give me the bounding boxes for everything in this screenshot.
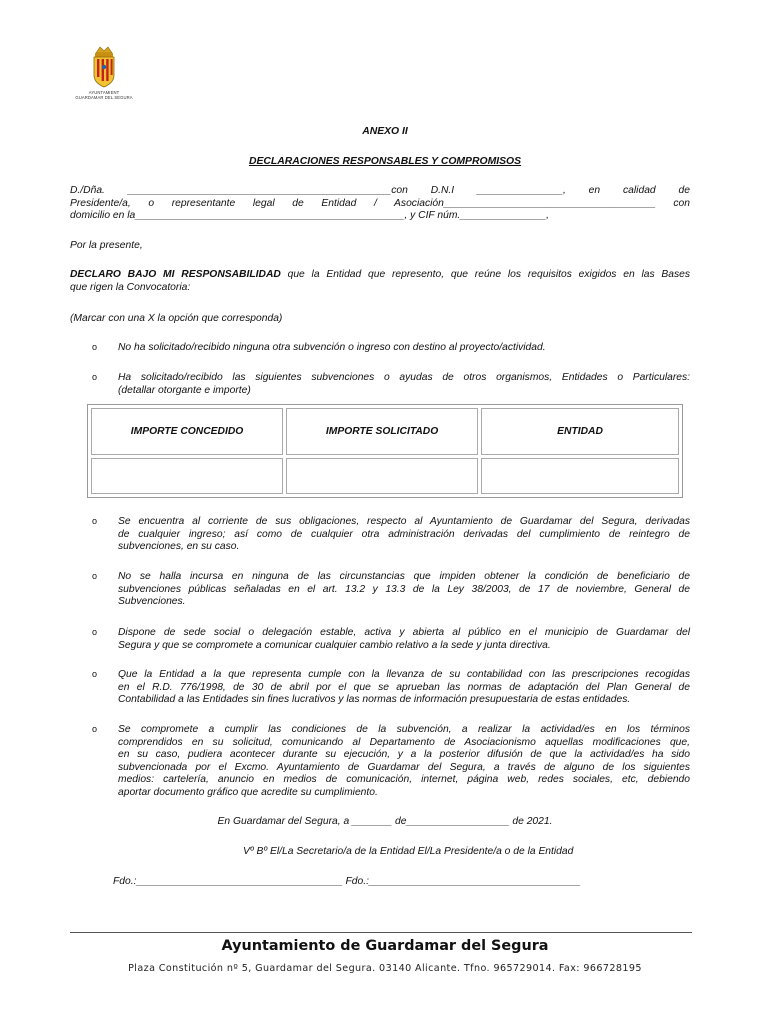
checkbox-option-none[interactable]: o — [92, 342, 98, 352]
checkbox-circunstancias[interactable]: o — [92, 571, 98, 581]
checkbox-sede-social[interactable]: o — [92, 627, 98, 637]
identity-line: Presidente/a, o representante legal de Entidad / Asociación_____________________________________ con — [70, 197, 690, 209]
table-cell-importe-solicitado[interactable] — [286, 458, 478, 494]
identity-line: D./Dña. ______________________________________________con D.N.I _______________, en calidad de — [70, 185, 690, 196]
declaro-bold: DECLARO BAJO MI RESPONSABILIDAD — [70, 269, 281, 280]
annex-title: ANEXO II — [362, 126, 408, 137]
identity-line: domicilio en la_______________________________________________, y CIF núm._______________, — [70, 210, 550, 222]
footer-address: Plaza Constitución nº 5, Guardamar del Segura. 03140 Alicante. Tfno. 965729014. Fax: 966728195 — [128, 963, 642, 974]
table-cell-entidad[interactable] — [481, 458, 679, 494]
list-item: No se halla incursa en ninguna de las circunstancias que impiden obtener la condición de beneficiario de subvenciones públicas señaladas en el art. 13.2 y 13.3 de la Ley 38/2003, de 17 de noviembre, General de Subvenciones. — [118, 571, 690, 608]
vobo-line: Vº Bº El/La Secretario/a de la Entidad El/La Presidente/a o de la Entidad — [243, 846, 574, 857]
option-received-text: Ha solicitado/recibido las siguientes subvenciones o ayudas de otros organismos, Entidades o Particulares: (detallar otorgante e importe) — [118, 372, 690, 396]
identity-block — [70, 185, 690, 223]
checkbox-option-received[interactable]: o — [92, 372, 98, 382]
footer-divider — [70, 932, 692, 933]
subsidies-table — [87, 404, 683, 498]
list-item: Se compromete a cumplir las condiciones de la subvención, a realizar la actividad/es en los términos comprendidos en su solicitud, comunicando al Departamento de Asociacionismo aquellas modificaciones que, en su caso, pudiera acontecer durante su ejecución, y a la posterior difusión de que la actividad/es ha sido subvencionada por el Excmo. Ayuntamiento de Guardamar del Segura, a través de alguno de los siguientes medios: cartelería, anuncio en medios de comunicación, internet, página web, redes sociales, etc, debiendo aportar documento gráfico que acredite su cumplimiento. — [118, 724, 690, 798]
list-item: Que la Entidad a la que representa cumple con la llevanza de su contabilidad con las prescripciones recogidas en el R.D. 776/1998, de 30 de abril por el que se aprueban las normas de adaptación del Plan General de Contabilidad a las Entidades sin fines lucrativos y las normas de información presupuestaria de estas entidades. — [118, 669, 690, 706]
declaro-paragraph — [70, 269, 690, 294]
table-header: IMPORTE CONCEDIDO — [91, 408, 283, 455]
table-cell-importe-concedido[interactable] — [91, 458, 283, 494]
footer-title: Ayuntamiento de Guardamar del Segura — [221, 938, 549, 954]
checkbox-obligaciones[interactable]: o — [92, 516, 98, 526]
checkbox-contabilidad[interactable]: o — [92, 669, 98, 679]
table-header: IMPORTE SOLICITADO — [286, 408, 478, 455]
por-presente: Por la presente, — [70, 240, 143, 251]
declaro-rest: que la Entidad que represento, que reúne los requisitos exigidos en las Bases — [280, 269, 690, 280]
place-date-line: En Guardamar del Segura, a _______ de__________________ de 2021. — [217, 816, 553, 827]
checkbox-compromiso[interactable]: o — [92, 724, 98, 734]
list-item: Dispone de sede social o delegación estable, activa y abierta al público en el municipio de Guardamar del Segura y que se compromete a comunicar cualquier cambio relativo a la sede y junta directiva. — [118, 627, 690, 651]
section-title: DECLARACIONES RESPONSABLES Y COMPROMISOS — [248, 156, 522, 167]
logo-caption: AYUNTAMIENT GUARDAMAR DEL SEGURA — [75, 90, 133, 100]
declaro-line2: que rigen la Convocatoria: — [70, 281, 191, 293]
table-header: ENTIDAD — [481, 408, 679, 455]
marcar-instruction: (Marcar con una X la opción que corresponda) — [70, 313, 283, 324]
signature-line: Fdo.:____________________________________ Fdo.:_____________________________________ — [113, 876, 581, 887]
option-none-text: No ha solicitado/recibido ninguna otra subvención o ingreso con destino al proyecto/actividad. — [118, 342, 546, 353]
list-item: Se encuentra al corriente de sus obligaciones, respecto al Ayuntamiento de Guardamar del Segura, derivadas de cualquier ingreso; así como de cualquier otra administración derivadas del cumplimiento de reintegro de subvenciones, en su caso. — [118, 516, 690, 553]
